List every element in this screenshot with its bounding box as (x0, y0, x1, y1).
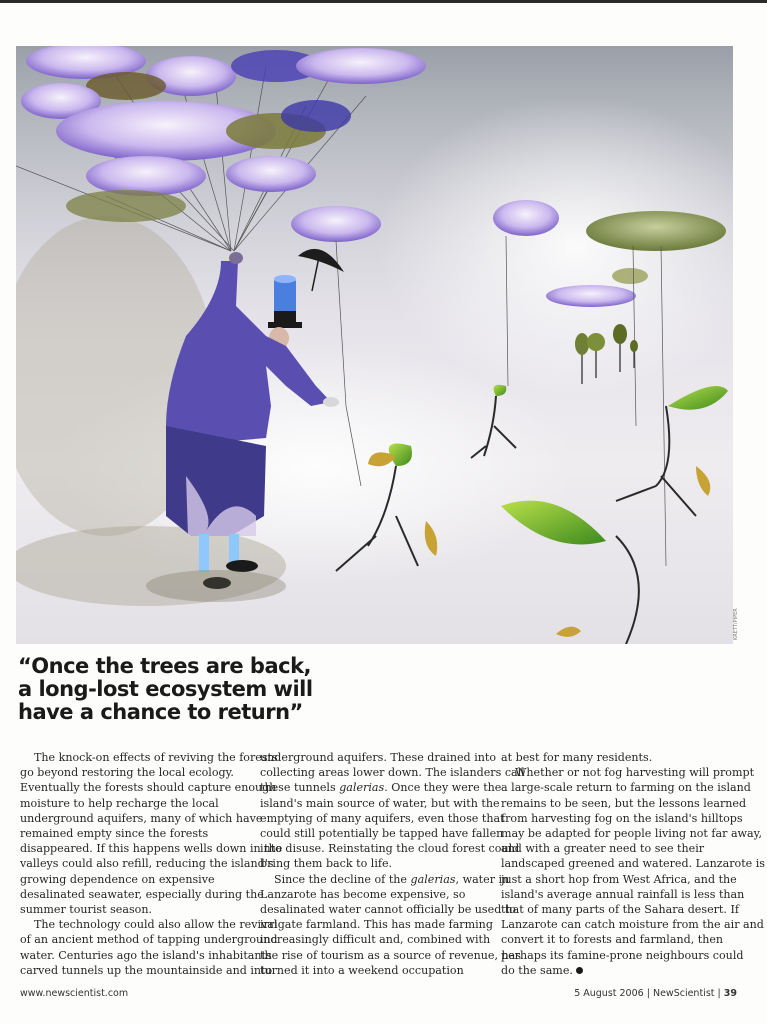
footer-folio (574, 988, 737, 999)
body-line: remained empty since the forests (20, 827, 209, 841)
body-line: a large-scale return to farming on the island (501, 781, 751, 795)
top-rule (0, 0, 767, 3)
body-line: go beyond restoring the local ecology. (20, 766, 234, 780)
illustration-svg (16, 46, 733, 644)
footer-separator: | (717, 988, 721, 999)
body-line: could still potentially be tapped have fallen (260, 827, 504, 841)
body-line: perhaps its famine-prone neighbours could (501, 948, 744, 962)
body-line: these tunnels galerias. Once they were the (260, 781, 502, 795)
illustration-credit: KRETT/PIPER (733, 608, 739, 640)
pull-quote-line: have a chance to return” (18, 700, 303, 724)
article-column-2 (260, 750, 525, 978)
body-line: Since the decline of the galerias, water in (274, 872, 510, 886)
body-line: moisture to help recharge the local (20, 796, 219, 810)
body-line: desalinated seawater, especially during the (20, 887, 264, 901)
body-line: irrigate farmland. This has made farming (260, 918, 493, 932)
body-line: from harvesting fog on the island's hilltops (501, 811, 743, 825)
body-line-text: do the same. (501, 963, 573, 977)
body-line: desalinated water cannot officially be used to (260, 903, 516, 917)
body-line: disappeared. If this happens wells down in the (20, 842, 283, 856)
footer-website: www.newscientist.com (20, 988, 129, 999)
pull-quote-line: “Once the trees are back, (18, 654, 312, 678)
body-line: The knock-on effects of reviving the forests (34, 751, 278, 764)
body-line: just a short hop from West Africa, and the (501, 872, 737, 886)
article-column-3 (501, 750, 765, 978)
body-line: at best for many residents. (501, 751, 653, 764)
body-line: valleys could also refill, reducing the island's (20, 857, 274, 871)
body-line: into disuse. Reinstating the cloud forest could (260, 842, 520, 856)
body-line: that of many parts of the Sahara desert. If (501, 903, 739, 917)
body-line: the rise of tourism as a source of revenue, has (260, 948, 521, 962)
pull-quote-line: a long-lost ecosystem will (18, 677, 313, 701)
body-line: The technology could also allow the revival (34, 918, 278, 932)
footer-date: 5 August 2006 (574, 988, 644, 999)
body-line: bring them back to life. (260, 857, 393, 871)
body-line: may be adapted for people living not far away, (501, 827, 762, 841)
body-line: underground aquifers, many of which have (20, 811, 263, 825)
body-line: Lanzarote can catch moisture from the air and (501, 918, 764, 932)
end-bullet-icon (576, 967, 583, 974)
body-line: summer tourist season. (20, 903, 152, 917)
body-line: convert it to forests and farmland, then (501, 933, 724, 947)
body-line: underground aquifers. These drained into (260, 751, 497, 764)
body-line: emptying of many aquifers, even those that (260, 811, 505, 825)
body-line: collecting areas lower down. The islanders call (260, 766, 525, 780)
body-line: water. Centuries ago the island's inhabitants (20, 948, 272, 962)
pull-quote (18, 655, 338, 724)
footer-separator: | (646, 988, 650, 999)
body-line: remains to be seen, but the lessons learned (501, 796, 747, 810)
body-line-end (501, 963, 726, 978)
body-line: Whether or not fog harvesting will prompt (515, 766, 755, 780)
page-number: 39 (723, 988, 737, 999)
body-line: Eventually the forests should capture enough (20, 781, 277, 795)
body-line: carved tunnels up the mountainside and into (20, 963, 273, 977)
illustration (16, 46, 733, 644)
body-line: Lanzarote has become expensive, so (260, 887, 466, 901)
body-line: and with a greater need to see their (501, 842, 705, 856)
body-line: of an ancient method of tapping underground (20, 933, 278, 947)
body-line: turned it into a weekend occupation (260, 963, 464, 977)
body-line: island's main source of water, but with the (260, 796, 500, 810)
body-line: growing dependence on expensive (20, 872, 215, 886)
body-line: island's average annual rainfall is less than (501, 887, 745, 901)
body-line: landscaped greened and watered. Lanzarote is (501, 857, 765, 871)
footer-magazine: NewScientist (652, 988, 715, 999)
body-line: increasingly difficult and, combined with (260, 933, 491, 947)
article-column-1 (20, 750, 283, 978)
